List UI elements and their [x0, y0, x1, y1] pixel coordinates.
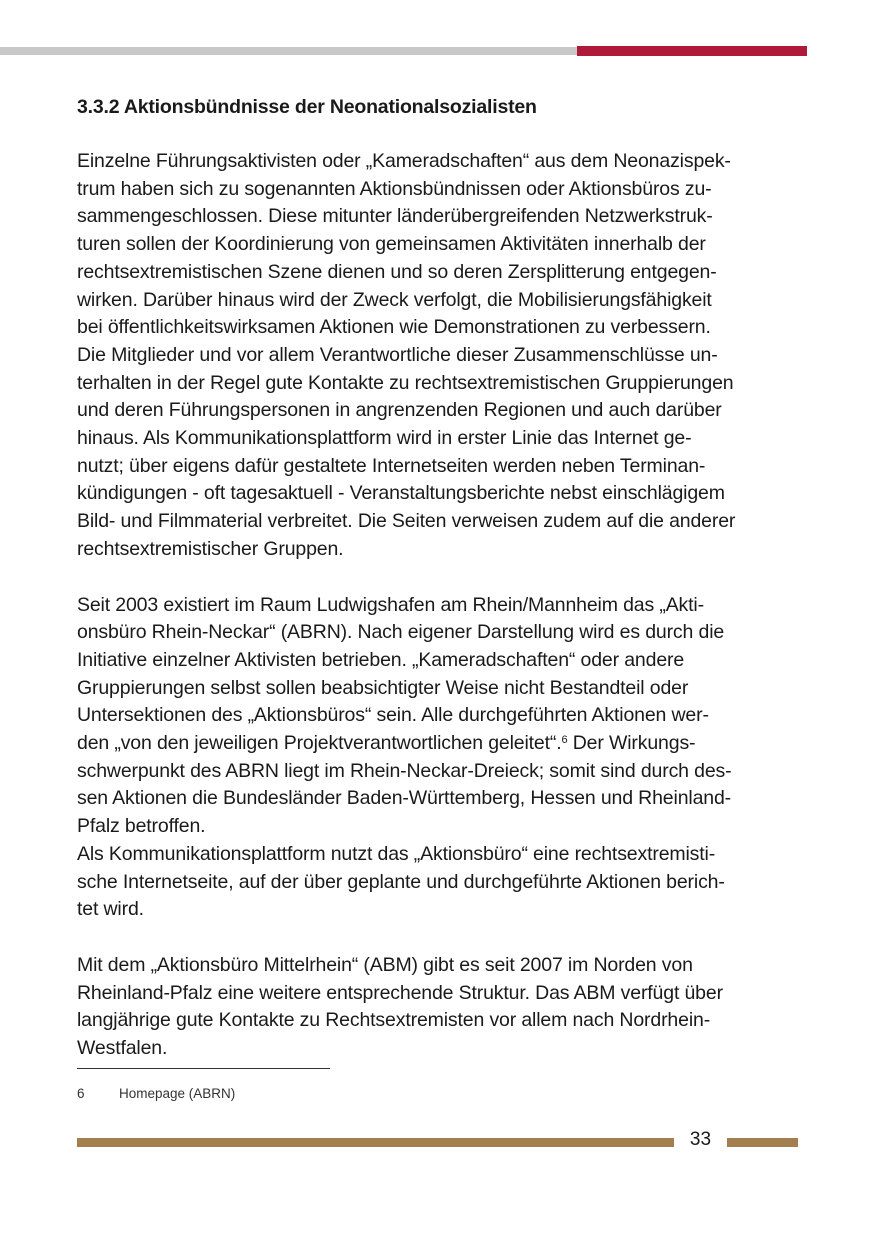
paragraph-2 — [77, 592, 797, 924]
text-line: turen sollen der Koordinierung von gemeinsamen Aktivitäten innerhalb der — [77, 233, 706, 256]
text-line: sche Internetseite, auf der über geplante und durchgeführte Aktionen berich- — [77, 870, 725, 893]
text-line: Einzelne Führungsaktivisten oder „Kameradschaften“ aus dem Neonazispek- — [77, 150, 731, 172]
text-line: sammengeschlossen. Diese mitunter länderübergreifenden Netzwerkstruk- — [77, 205, 713, 228]
footnote-text: Homepage (ABRN) — [119, 1086, 236, 1101]
section-heading: 3.3.2 Aktionsbündnisse der Neonationalsozialisten — [77, 96, 537, 118]
text-line: Rheinland-Pfalz eine weitere entsprechende Struktur. Das ABM verfügt über — [77, 981, 723, 1004]
text-line: trum haben sich zu sogenannten Aktionsbündnissen oder Aktionsbüros zu- — [77, 177, 712, 200]
text-line: Mit dem „Aktionsbüro Mittelrhein“ (ABM) gibt es seit 2007 im Norden von — [77, 953, 693, 976]
text-line: Pfalz betroffen. — [77, 815, 206, 838]
text-line: Bild- und Filmmaterial verbreitet. Die Seiten verweisen zudem auf die anderer — [77, 510, 736, 533]
page-number: 33 — [689, 1129, 712, 1150]
bottom-divider-left — [77, 1138, 674, 1147]
top-divider-gray — [0, 47, 577, 55]
text-line: Als Kommunikationsplattform nutzt das „Aktionsbüro“ eine rechtsextremisti- — [77, 842, 716, 865]
paragraph-3 — [77, 952, 797, 1063]
text-line: hinaus. Als Kommunikationsplattform wird in erster Linie das Internet ge- — [77, 427, 692, 450]
text-line: bei öffentlichkeitswirksamen Aktionen wie Demonstrationen zu verbessern. — [77, 316, 711, 339]
bottom-divider-right — [727, 1138, 798, 1147]
footnote-separator — [77, 1068, 330, 1069]
text-line: kündigungen - oft tagesaktuell - Veranstaltungsberichte nebst einschlägigem — [77, 482, 725, 505]
text-line: Seit 2003 existiert im Raum Ludwigshafen am Rhein/Mannheim das „Akti- — [77, 593, 704, 616]
text-line: Die Mitglieder und vor allem Verantwortliche dieser Zusammenschlüsse un- — [77, 343, 718, 366]
footnote-number: 6 — [77, 1086, 85, 1101]
text-line: onsbüro Rhein-Neckar“ (ABRN). Nach eigener Darstellung wird es durch die — [77, 621, 725, 644]
text-line: Westfalen. — [77, 1037, 168, 1060]
text-line: wirken. Darüber hinaus wird der Zweck verfolgt, die Mobilisierungsfähigkeit — [77, 288, 712, 311]
paragraph-1 — [77, 148, 797, 564]
text-line: rechtsextremistischen Szene dienen und so deren Zersplitterung entgegen- — [77, 260, 717, 283]
text-line: terhalten in der Regel gute Kontakte zu rechtsextremistischen Gruppierungen — [77, 371, 734, 394]
text-line-with-footnote — [77, 730, 797, 758]
footnote-reference[interactable]: 6 — [561, 734, 568, 747]
page-content — [77, 92, 797, 1063]
text-fragment: Der Wirkungs- — [567, 732, 696, 755]
top-divider-accent — [577, 46, 807, 56]
text-line: tet wird. — [77, 898, 144, 921]
text-line: langjährige gute Kontakte zu Rechtsextremisten vor allem nach Nordrhein- — [77, 1009, 711, 1032]
footnote — [77, 1086, 235, 1101]
text-line: rechtsextremistischer Gruppen. — [77, 537, 344, 560]
text-line: Untersektionen des „Aktionsbüros“ sein. Alle durchgeführten Aktionen wer- — [77, 704, 709, 727]
text-line: Initiative einzelner Aktivisten betrieben. „Kameradschaften“ oder andere — [77, 648, 685, 671]
text-line: nutzt; über eigens dafür gestaltete Internetseiten werden neben Terminan- — [77, 454, 706, 477]
text-line: und deren Führungspersonen in angrenzenden Regionen und auch darüber — [77, 399, 722, 422]
text-line: Gruppierungen selbst sollen beabsichtigter Weise nicht Bestandteil oder — [77, 676, 689, 699]
text-line: sen Aktionen die Bundesländer Baden-Württemberg, Hessen und Rheinland- — [77, 787, 731, 810]
text-fragment: den „von den jeweiligen Projektverantwortlichen geleitet“. — [77, 732, 562, 755]
text-line: schwerpunkt des ABRN liegt im Rhein-Neckar-Dreieck; somit sind durch des- — [77, 759, 732, 782]
